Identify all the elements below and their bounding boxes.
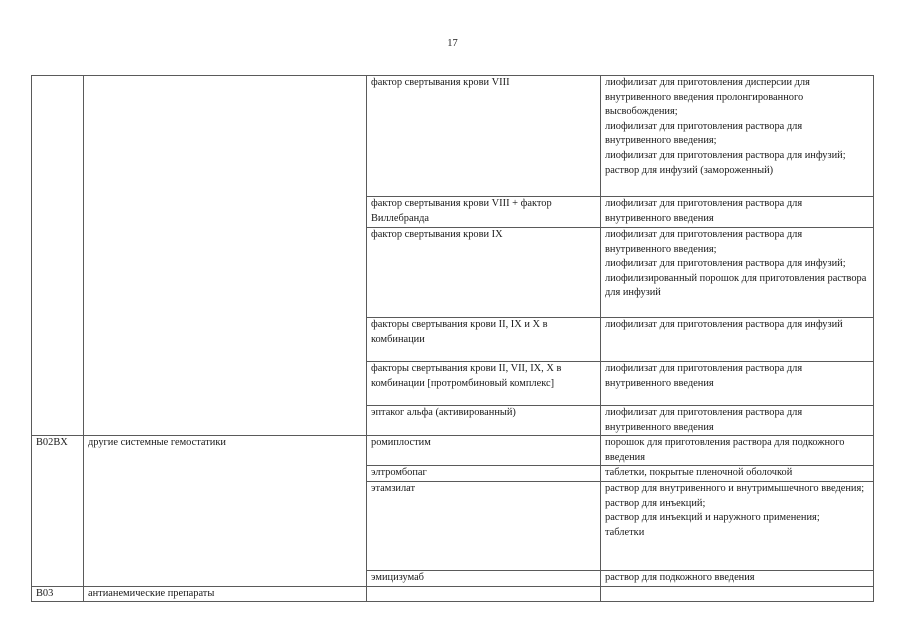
drug-name-cell: факторы свертывания крови II, IX и X в комбинации [367,318,601,362]
drug-name-cell: ромиплостим [367,436,601,466]
atc-code-cell: B02BX [32,436,84,586]
table-row [32,76,874,197]
dosage-form-cell: порошок для приготовления раствора для подкожного введения [601,436,874,466]
group-name-cell: другие системные гемостатики [84,436,367,586]
dosage-form-cell: лиофилизат для приготовления дисперсии для внутривенного введения пролонгированного высвобождения; лиофилизат для приготовления раствора для внутривенного введения; лиофилизат для приготовления раствора для инфузий; раствор для инфузий (замороженный) [601,76,874,197]
drug-name-cell: фактор свертывания крови IX [367,228,601,318]
table-row [32,586,874,602]
page-number: 17 [447,38,458,49]
dosage-form-cell: таблетки, покрытые пленочной оболочкой [601,466,874,482]
drug-name-cell: фактор свертывания крови VIII [367,76,601,197]
dosage-form-cell: лиофилизат для приготовления раствора для инфузий [601,318,874,362]
dosage-form-cell: раствор для внутривенного и внутримышечного введения; раствор для инъекций; раствор для инъекций и наружного применения; таблетки [601,481,874,570]
drug-name-cell: эптаког альфа (активированный) [367,406,601,436]
dosage-form-cell: лиофилизат для приготовления раствора для внутривенного введения [601,362,874,406]
drug-name-cell: факторы свертывания крови II, VII, IX, X в комбинации [протромбиновый комплекс] [367,362,601,406]
group-name-cell [84,76,367,436]
dosage-form-cell [601,586,874,602]
drug-name-cell: фактор свертывания крови VIII + фактор Виллебранда [367,197,601,228]
drug-name-cell: эмицизумаб [367,570,601,586]
atc-code-cell: B03 [32,586,84,602]
drug-list-table [31,75,874,602]
drug-name-cell: этамзилат [367,481,601,570]
group-name-cell: антианемические препараты [84,586,367,602]
atc-code-cell [32,76,84,436]
table-row [32,436,874,466]
drug-name-cell [367,586,601,602]
dosage-form-cell: раствор для подкожного введения [601,570,874,586]
drug-name-cell: элтромбопаг [367,466,601,482]
dosage-form-cell: лиофилизат для приготовления раствора для внутривенного введения; лиофилизат для приготовления раствора для инфузий; лиофилизированный порошок для приготовления раствора для инфузий [601,228,874,318]
dosage-form-cell: лиофилизат для приготовления раствора для внутривенного введения [601,406,874,436]
dosage-form-cell: лиофилизат для приготовления раствора для внутривенного введения [601,197,874,228]
